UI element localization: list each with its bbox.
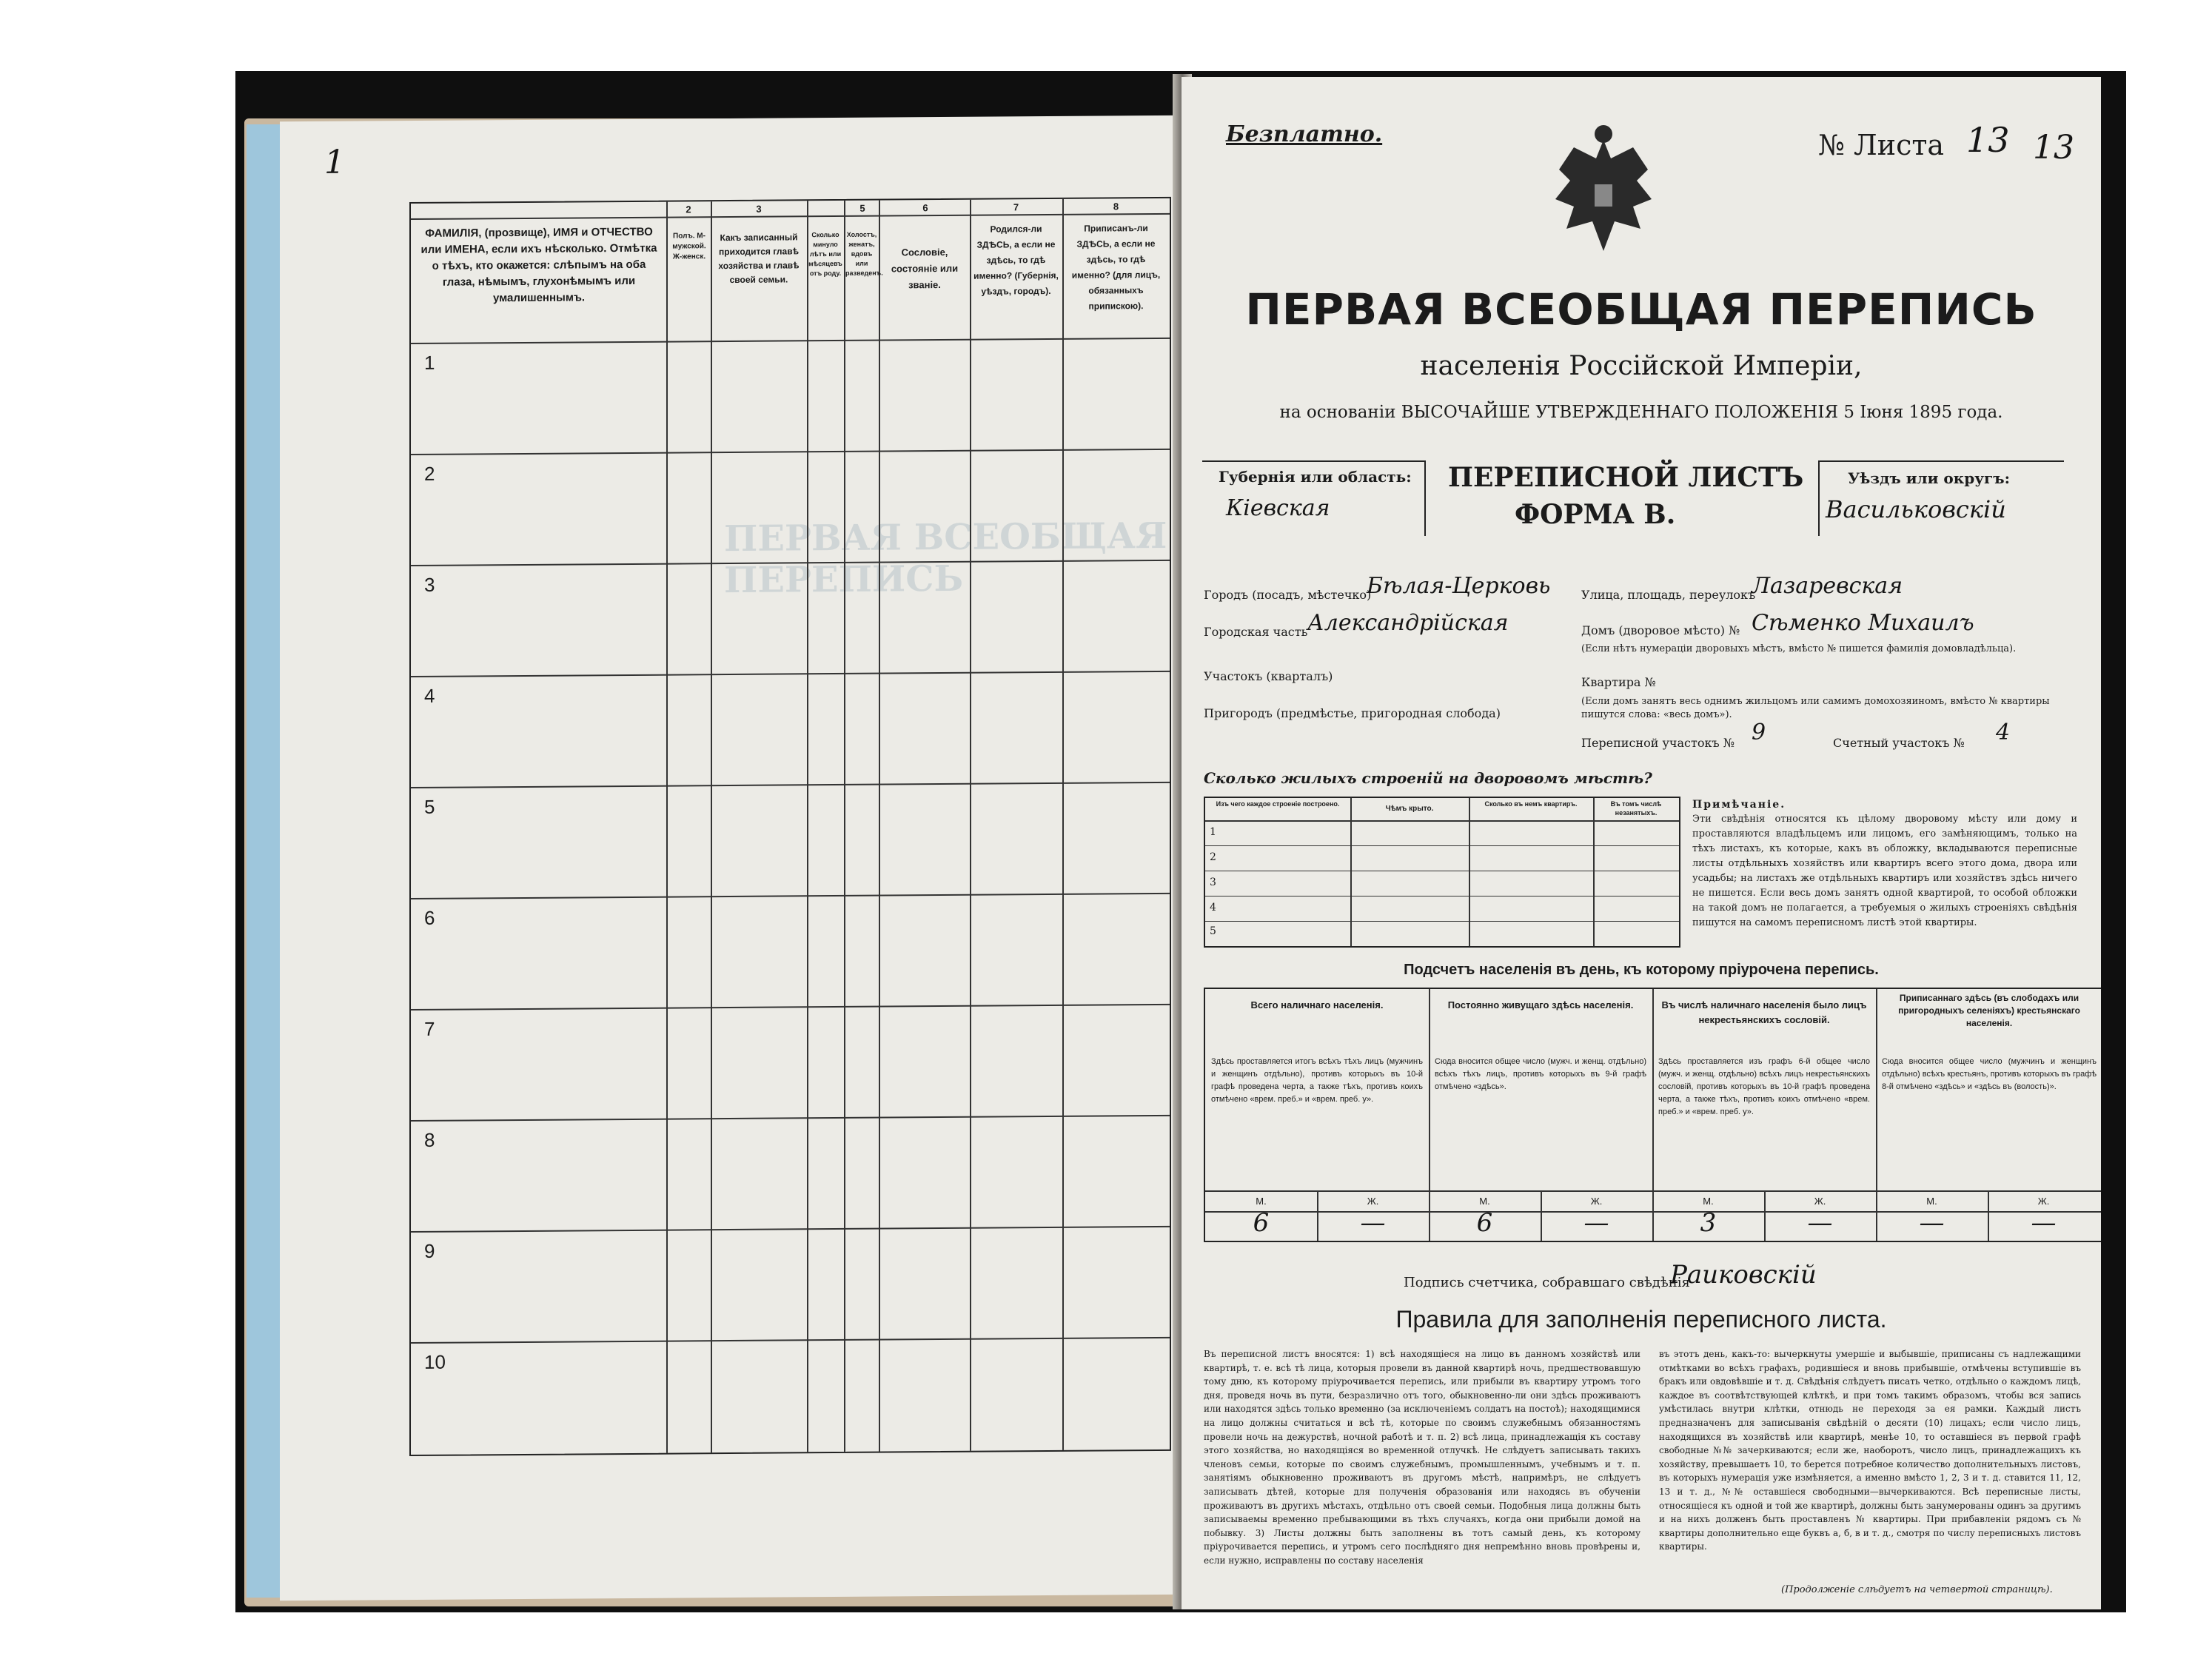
count-head-permanent: Постоянно живущаго здѣсь населенія.: [1447, 999, 1634, 1011]
row-number-2: 2: [424, 462, 435, 485]
col-header-estate: Сословіе, состояніе или званіе.: [891, 246, 959, 291]
col-header-relation: Какъ записанный приходится главѣ хозяйства и главѣ своей семьи.: [718, 232, 800, 286]
count-m-label-2: М.: [1479, 1196, 1490, 1207]
count-head-nonpeasant: Въ числѣ наличнаго населенія было лицъ некрестьянскихъ сословій.: [1661, 999, 1867, 1025]
count-title: Подсчетъ населенія въ день, къ которому пріурочена перепись.: [1404, 962, 1879, 978]
buildings-col-roof: Чѣмъ крыто.: [1385, 805, 1434, 813]
left-header-mark: 1: [324, 143, 345, 181]
free-label: Безплатно.: [1226, 121, 1383, 147]
bleed-through-text: ПЕРВАЯ ВСЕОБЩАЯ ПЕРЕПИСЬ: [724, 515, 1167, 602]
count-value-peasant-m: —: [1919, 1208, 1945, 1238]
buildings-question: Сколько жилыхъ строеній на дворовомъ мѣстѣ?: [1204, 769, 1652, 787]
uezd-label: Уѣздъ или округъ:: [1848, 469, 2010, 487]
counting-precinct-label: Счетный участокъ №: [1833, 736, 1965, 750]
count-m-label-3: М.: [1703, 1196, 1714, 1207]
apartment-label: Квартира №: [1581, 675, 1656, 689]
count-desc-total: Здѣсь проставляется итогъ всѣхъ тѣхъ лицъ (мужчинъ и женщинъ отдѣльно), противъ которыхъ въ 10-й графѣ проведена черта, а также тѣхъ, противъ коихъ отмѣчено «врем. преб.» и «врем. преб. у».: [1211, 1057, 1423, 1104]
row-number-3: 3: [424, 573, 435, 596]
street-label: Улица, площадь, переулокъ: [1581, 588, 1756, 602]
town-label: Городъ (посадъ, мѣстечко): [1204, 588, 1372, 602]
buildings-table: [1204, 797, 1680, 948]
col-num-7: 7: [1013, 201, 1019, 213]
row-number-5: 5: [424, 795, 435, 818]
count-value-total-m: 6: [1253, 1208, 1270, 1238]
town-value: Бѣлая-Церковь: [1367, 573, 1551, 599]
count-zh-label-1: Ж.: [1367, 1196, 1379, 1207]
row-number-10: 10: [424, 1350, 446, 1373]
suburb-label: Пригородъ (предмѣстье, пригородная слобода): [1204, 706, 1501, 720]
count-zh-label-2: Ж.: [1590, 1196, 1603, 1207]
row-number-4: 4: [424, 684, 435, 707]
apartment-note: (Если домъ занятъ весь однимъ жильцомъ или самимъ домохозяиномъ, вмѣсто № квартиры пишутся слова: «весь домъ»).: [1581, 696, 2050, 720]
col-num-8: 8: [1113, 201, 1119, 212]
left-page: [280, 115, 1184, 1601]
count-zh-label-4: Ж.: [2037, 1196, 2050, 1207]
row-number-7: 7: [424, 1017, 435, 1040]
count-value-nonpeasant-m: 3: [1700, 1208, 1717, 1238]
house-label: Домъ (дворовое мѣсто) №: [1581, 623, 1740, 637]
col-header-marital: Холостъ, женатъ, вдовъ или разведенъ.: [845, 230, 883, 277]
count-value-peasant-zh: —: [2031, 1208, 2057, 1238]
count-m-label-1: М.: [1256, 1196, 1267, 1207]
buildings-row-5: 5: [1210, 925, 1216, 937]
province-value: Кіевская: [1226, 495, 1330, 521]
uezd-value: Васильковскій: [1826, 495, 2006, 523]
form-subtitle: ФОРМА В.: [1515, 499, 1676, 530]
signature-value: Раиковскій: [1670, 1260, 1817, 1290]
counting-precinct-value: 4: [1996, 720, 2011, 745]
count-desc-nonpeasant: Здѣсь проставляется изъ графъ 6-й общее число (мужч. и женщ. отдѣльно) всѣхъ лицъ некрестьянскихъ сословій, противъ которыхъ въ 10-й графѣ проведена черта, а также тѣхъ, противъ коихъ отмѣчено «врем. преб.» и «врем. преб. у».: [1658, 1057, 1870, 1116]
imperial-eagle-emblem: [1544, 118, 1663, 266]
col-num-6: 6: [922, 202, 928, 214]
sheet-number-value: 13: [1966, 120, 2010, 160]
buildings-col-material: Изъ чего каждое строеніе построено.: [1216, 800, 1340, 808]
col-header-name: ФАМИЛІЯ, (прозвище), ИМЯ и ОТЧЕСТВО или ИМЕНА, если ихъ нѣсколько. Отмѣтка о тѣхъ, кто окажется: слѣпымъ на оба глаза, нѣмымъ, глухонѣмымъ или умалишеннымъ.: [420, 225, 657, 305]
row-number-6: 6: [424, 906, 435, 929]
col-num-5: 5: [859, 202, 865, 214]
sheet-number-margin: 13: [2033, 129, 2074, 167]
count-value-permanent-m: 6: [1476, 1208, 1493, 1238]
col-header-birthplace: Родился-ли ЗДѢСЬ, а если не здѣсь, то гдѣ именно? (Губернія, уѣздъ, городъ).: [973, 224, 1059, 297]
house-note: (Если нѣтъ нумераціи дворовыхъ мѣстъ, вмѣсто № пишется фамилія домовладѣльца).: [1581, 643, 2017, 654]
rules-right-column: въ этотъ день, какъ-то: вычеркнуты умершіе и выбывшіе, приписаны съ надлежащими отмѣтками во всѣхъ графахъ, родившіеся и вновь прибывшіе, отмѣчены вступившіе въ бракъ или овдовѣвшіе и т. д. Свѣдѣнія слѣдуетъ писать четко, отдѣльно о каждомъ лицѣ, каждое въ соотвѣтствующей клѣткѣ, и при томъ такимъ образомъ, чтобы вся запись умѣстилась внутри клѣтки, отнюдь не переходя за ея рамки. Каждый листъ предназначенъ для записыванія свѣдѣній о десяти (10) лицахъ; если число лицъ, находящихся въ хозяйствѣ или квартирѣ, менѣе 10, то оставшіеся въ первой графѣ свободные №№ зачеркиваются; если же, наоборотъ, число лицъ, принадлежащихъ къ хозяйству, превышаетъ 10, то берется потребное количество дополнительныхъ листовъ, въ которыхъ нумерація уже измѣняется, а именно вмѣсто 1, 2, 3 и т. д. ставится 11, 12, 13 и т. д., №№ оставшіеся свободными—вычеркиваются. Всѣ переписные листы, относящіеся къ одной и той же квартирѣ, должны быть занумерованы одинъ за другимъ и на нихъ долженъ быть проставленъ № квартиры. При прибавленіи рядомъ съ № квартиры дополнительно еще буквъ а, б, в и т. д., смотря по числу переписныхъ листовъ квартиры.: [1659, 1349, 2081, 1552]
section-label: Участокъ (кварталъ): [1204, 669, 1333, 683]
count-head-total: Всего наличнаго населенія.: [1250, 999, 1384, 1011]
count-m-label-4: М.: [1926, 1196, 1937, 1207]
census-title: ПЕРВАЯ ВСЕОБЩАЯ ПЕРЕПИСЬ: [1245, 284, 2037, 335]
col-num-3: 3: [756, 203, 762, 215]
row-number-8: 8: [424, 1128, 435, 1151]
street-value: Лазаревская: [1752, 573, 1903, 599]
population-count-table: [1204, 988, 2101, 1242]
count-value-nonpeasant-zh: —: [1807, 1208, 1833, 1238]
page-edge-blue: [247, 124, 281, 1598]
buildings-col-vacant: Въ томъ числѣ незанятыхъ.: [1610, 800, 1662, 817]
district-value: Александрійская: [1307, 610, 1509, 636]
buildings-row-2: 2: [1210, 851, 1216, 863]
count-desc-peasant: Сюда вносится общее число (мужчинъ и женщинъ отдѣльно) всѣхъ крестьянъ, противъ которыхъ въ графѣ 8-й отмѣчено «здѣсь» и «здѣсь въ (волость)».: [1882, 1057, 2097, 1091]
census-basis: на основаніи ВЫСОЧАЙШЕ УТВЕРЖДЕННАГО ПОЛОЖЕНІЯ 5 Іюня 1895 года.: [1279, 403, 2003, 422]
count-value-total-zh: —: [1360, 1208, 1386, 1238]
census-precinct-value: 9: [1752, 720, 1766, 745]
rules-title: Правила для заполненія переписного листа.: [1395, 1306, 1887, 1333]
count-zh-label-3: Ж.: [1814, 1196, 1826, 1207]
note-title: Примѣчаніе.: [1692, 799, 1786, 811]
census-precinct-label: Переписной участокъ №: [1581, 736, 1735, 750]
col-header-sex: Полъ. М-мужской. Ж-женск.: [672, 232, 706, 261]
right-page: [1182, 77, 2101, 1609]
signature-label: Подпись счетчика, собравшаго свѣдѣнія: [1404, 1275, 1690, 1290]
col-header-registration: Приписанъ-ли ЗДѢСЬ, а если не здѣсь, то гдѣ именно? (для лицъ, обязанныхъ припискою).: [1071, 223, 1161, 312]
buildings-row-1: 1: [1210, 826, 1216, 838]
col-num-2: 2: [686, 204, 691, 215]
note-text: Эти свѣдѣнія относятся къ цѣлому дворовому мѣсту или дому и проставляются владѣльцемъ или лицомъ, его замѣняющимъ, только на тѣхъ листахъ, къ которые, какъ въ обложку, вкладываются переписные листы отдѣльныхъ хозяйствъ или квартиръ всего этого дома, двора или усадьбы; на листахъ же отдѣльныхъ квартиръ или хозяйствъ здѣсь ничего не пишется. Если весь домъ занятъ одной квартирой, то особой обложки на такой домъ не полагается, а требуемыя о жилыхъ строеніяхъ свѣдѣнія пишутся на самомъ переписномъ листѣ этой квартиры.: [1692, 814, 2077, 928]
count-desc-permanent: Сюда вносится общее число (мужч. и женщ. отдѣльно) всѣхъ тѣхъ лицъ, противъ которыхъ въ 9-й графѣ отмѣчено «здѣсь».: [1435, 1057, 1646, 1091]
count-value-permanent-zh: —: [1583, 1208, 1609, 1238]
form-title: ПЕРЕПИСНОЙ ЛИСТЪ: [1448, 462, 1804, 493]
census-subtitle: населенія Россійской Имперіи,: [1420, 351, 1863, 381]
buildings-col-apartments: Сколько въ немъ квартиръ.: [1484, 800, 1578, 808]
district-label: Городская часть: [1204, 625, 1308, 639]
persons-table: [409, 197, 1171, 1456]
row-number-9: 9: [424, 1239, 435, 1262]
col-header-age: Сколько минуло лѣтъ или мѣсяцевъ отъ роду.: [808, 230, 842, 278]
buildings-row-4: 4: [1210, 902, 1216, 914]
rules-continued: (Продолженіе слѣдуетъ на четвертой страницѣ).: [1781, 1584, 2053, 1595]
rules-left-column: Въ переписной листъ вносятся: 1) всѣ находящіеся на лицо въ данномъ хозяйствѣ или квартирѣ, т. е. всѣ тѣ лица, которыя провели въ данной квартирѣ ночь, предшествовавшую тому дню, къ которому пріурочивается перепись, или прибыли въ квартиру утромъ того дня, проведя ночь въ пути, безразлично отъ того, обыкновенно-ли они здѣсь проживаютъ или находятся здѣсь только временно (за исключеніемъ солдатъ на постоѣ); находящимися на лицо должны считаться и всѣ тѣ, которые по своимъ служебнымъ обязанностямъ провели ночь на дежурствѣ, ночной работѣ и т. п. 2) всѣ лица, принадлежащія къ составу этого хозяйства, но находящіяся во временной отлучкѣ. Не слѣдуетъ записывать такихъ членовъ семьи, которые по своимъ служебнымъ, промышленнымъ, учебнымъ и т. п. занятіямъ обыкновенно проживаютъ въ другомъ мѣстѣ, напримѣръ, не слѣдуетъ записывать дѣтей, которые для полученія образованія или находясь въ обученіи проживаютъ въ другихъ мѣстахъ, отдѣльно отъ своей семьи. Подобныя лица должны быть записываемы временно пребывающими въ тѣхъ случаяхъ, когда они прибыли домой на побывку. 3) Листы должны быть заполнены въ тотъ самый день, къ которому пріурочивается перепись, и утромъ сего послѣдняго дня непремѣнно вновь провѣрены и, если нужно, исправлены по составу населенія: [1204, 1349, 1640, 1566]
buildings-row-3: 3: [1210, 877, 1216, 888]
count-head-peasant: Приписаннаго здѣсь (въ слободахъ или пригородныхъ селеніяхъ) крестьянскаго населенія.: [1898, 993, 2080, 1028]
row-number-1: 1: [424, 351, 435, 374]
province-label: Губернія или область:: [1219, 468, 1412, 486]
sheet-number-label: № Листа: [1818, 129, 1945, 161]
house-value: Сѣменко Михаилъ: [1752, 610, 1974, 636]
